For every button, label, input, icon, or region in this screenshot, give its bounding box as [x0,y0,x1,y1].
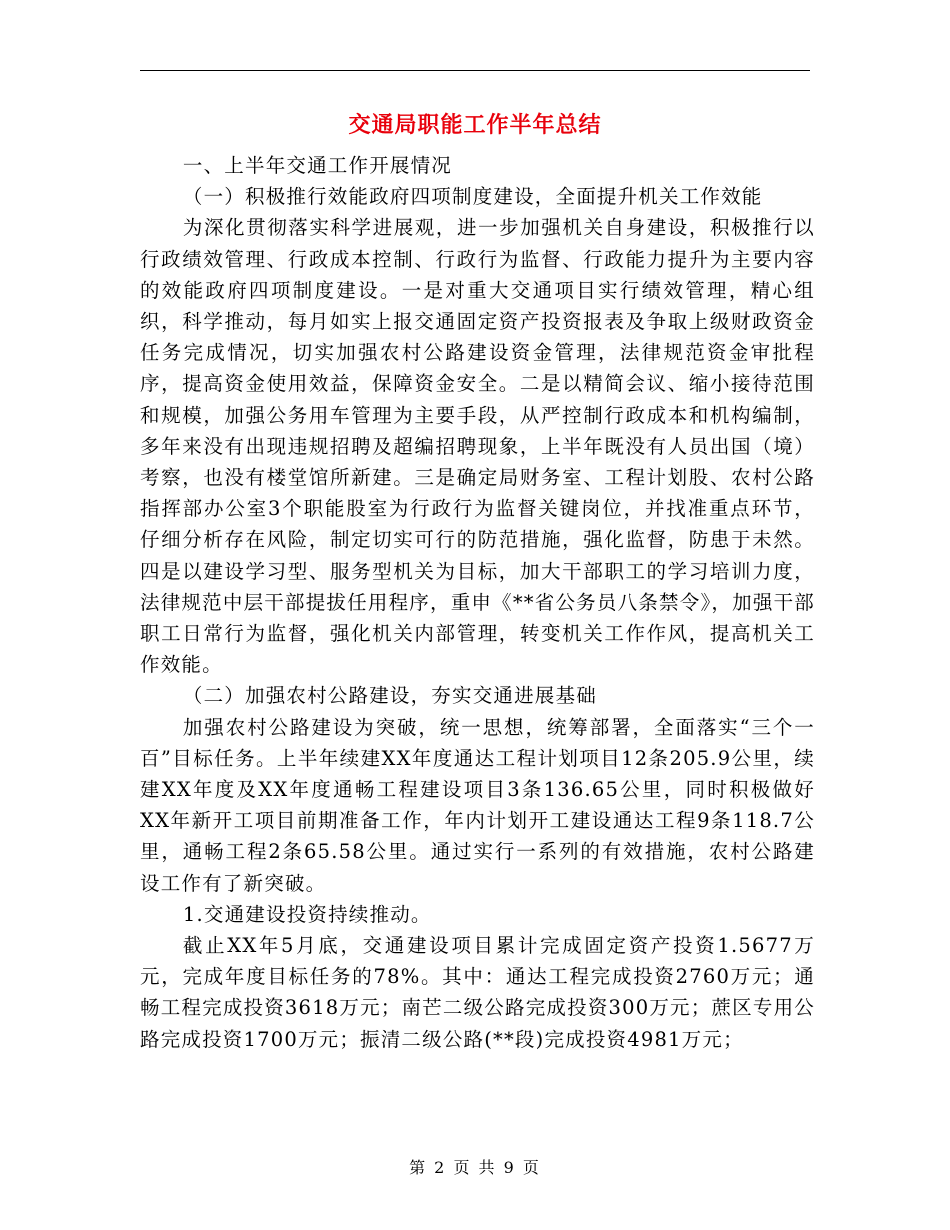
subsection-heading-2: （二）加强农村公路建设，夯实交通进展基础 [182,684,597,708]
section-heading-1: 一、上半年交通工作开展情况 [182,154,452,177]
document-title: 交通局职能工作半年总结 [348,112,602,138]
subsection-heading-1: （一）积极推行效能政府四项制度建设，全面提升机关工作效能 [182,185,763,209]
document-body [140,150,815,1055]
body-paragraph: 加强农村公路建设为突破，统一思想，统筹部署，全面落实“三个一百”目标任务。上半年续建XX年度通达工程计划项目12条205.9公里，续建XX年度及XX年度通畅工程建设项目3条136.65公里，同时积极做好XX年新开工项目前期准备工作，年内计划开工建设通达工程9条118.7公里，通畅工程2条65.58公里。通过实行一系列的有效措施，农村公路建设工作有了新突破。 [140,715,815,895]
body-paragraph: 为深化贯彻落实科学进展观，进一步加强机关自身建设，积极推行以行政绩效管理、行政成本控制、行政行为监督、行政能力提升为主要内容的效能政府四项制度建设。一是对重大交通项目实行绩效管理，精心组织，科学推动，每月如实上报交通固定资产投资报表及争取上级财政资金任务完成情况，切实加强农村公路建设资金管理，法律规范资金审批程序，提高资金使用效益，保障资金安全。二是以精简会议、缩小接待范围和规模，加强公务用车管理为主要手段，从严控制行政成本和机构编制，多年来没有出现违规招聘及超编招聘现象，上半年既没有人员出国（境）考察，也没有楼堂馆所新建。三是确定局财务室、工程计划股、农村公路指挥部办公室3个职能股室为行政行为监督关键岗位，并找准重点环节，仔细分析存在风险，制定切实可行的防范措施，强化监督，防患于未然。四是以建设学习型、服务型机关为目标，加大干部职工的学习培训力度，法律规范中层干部提拔任用程序，重申《**省公务员八条禁令》，加强干部职工日常行为监督，强化机关内部管理，转变机关工作作风，提高机关工作效能。 [140,216,815,677]
body-paragraph: 截止XX年5月底，交通建设项目累计完成固定资产投资1.5677万元，完成年度目标任务的78%。其中：通达工程完成投资2760万元；通畅工程完成投资3618万元；南芒二级公路完成投资300万元；蔗区专用公路完成投资1700万元；振清二级公路(**段)完成投资4981万元； [140,934,815,1051]
header-rule [140,70,810,71]
item-heading-1: 1.交通建设投资持续推动。 [182,902,432,926]
page-number: 第 2 页 共 9 页 [409,1158,541,1177]
